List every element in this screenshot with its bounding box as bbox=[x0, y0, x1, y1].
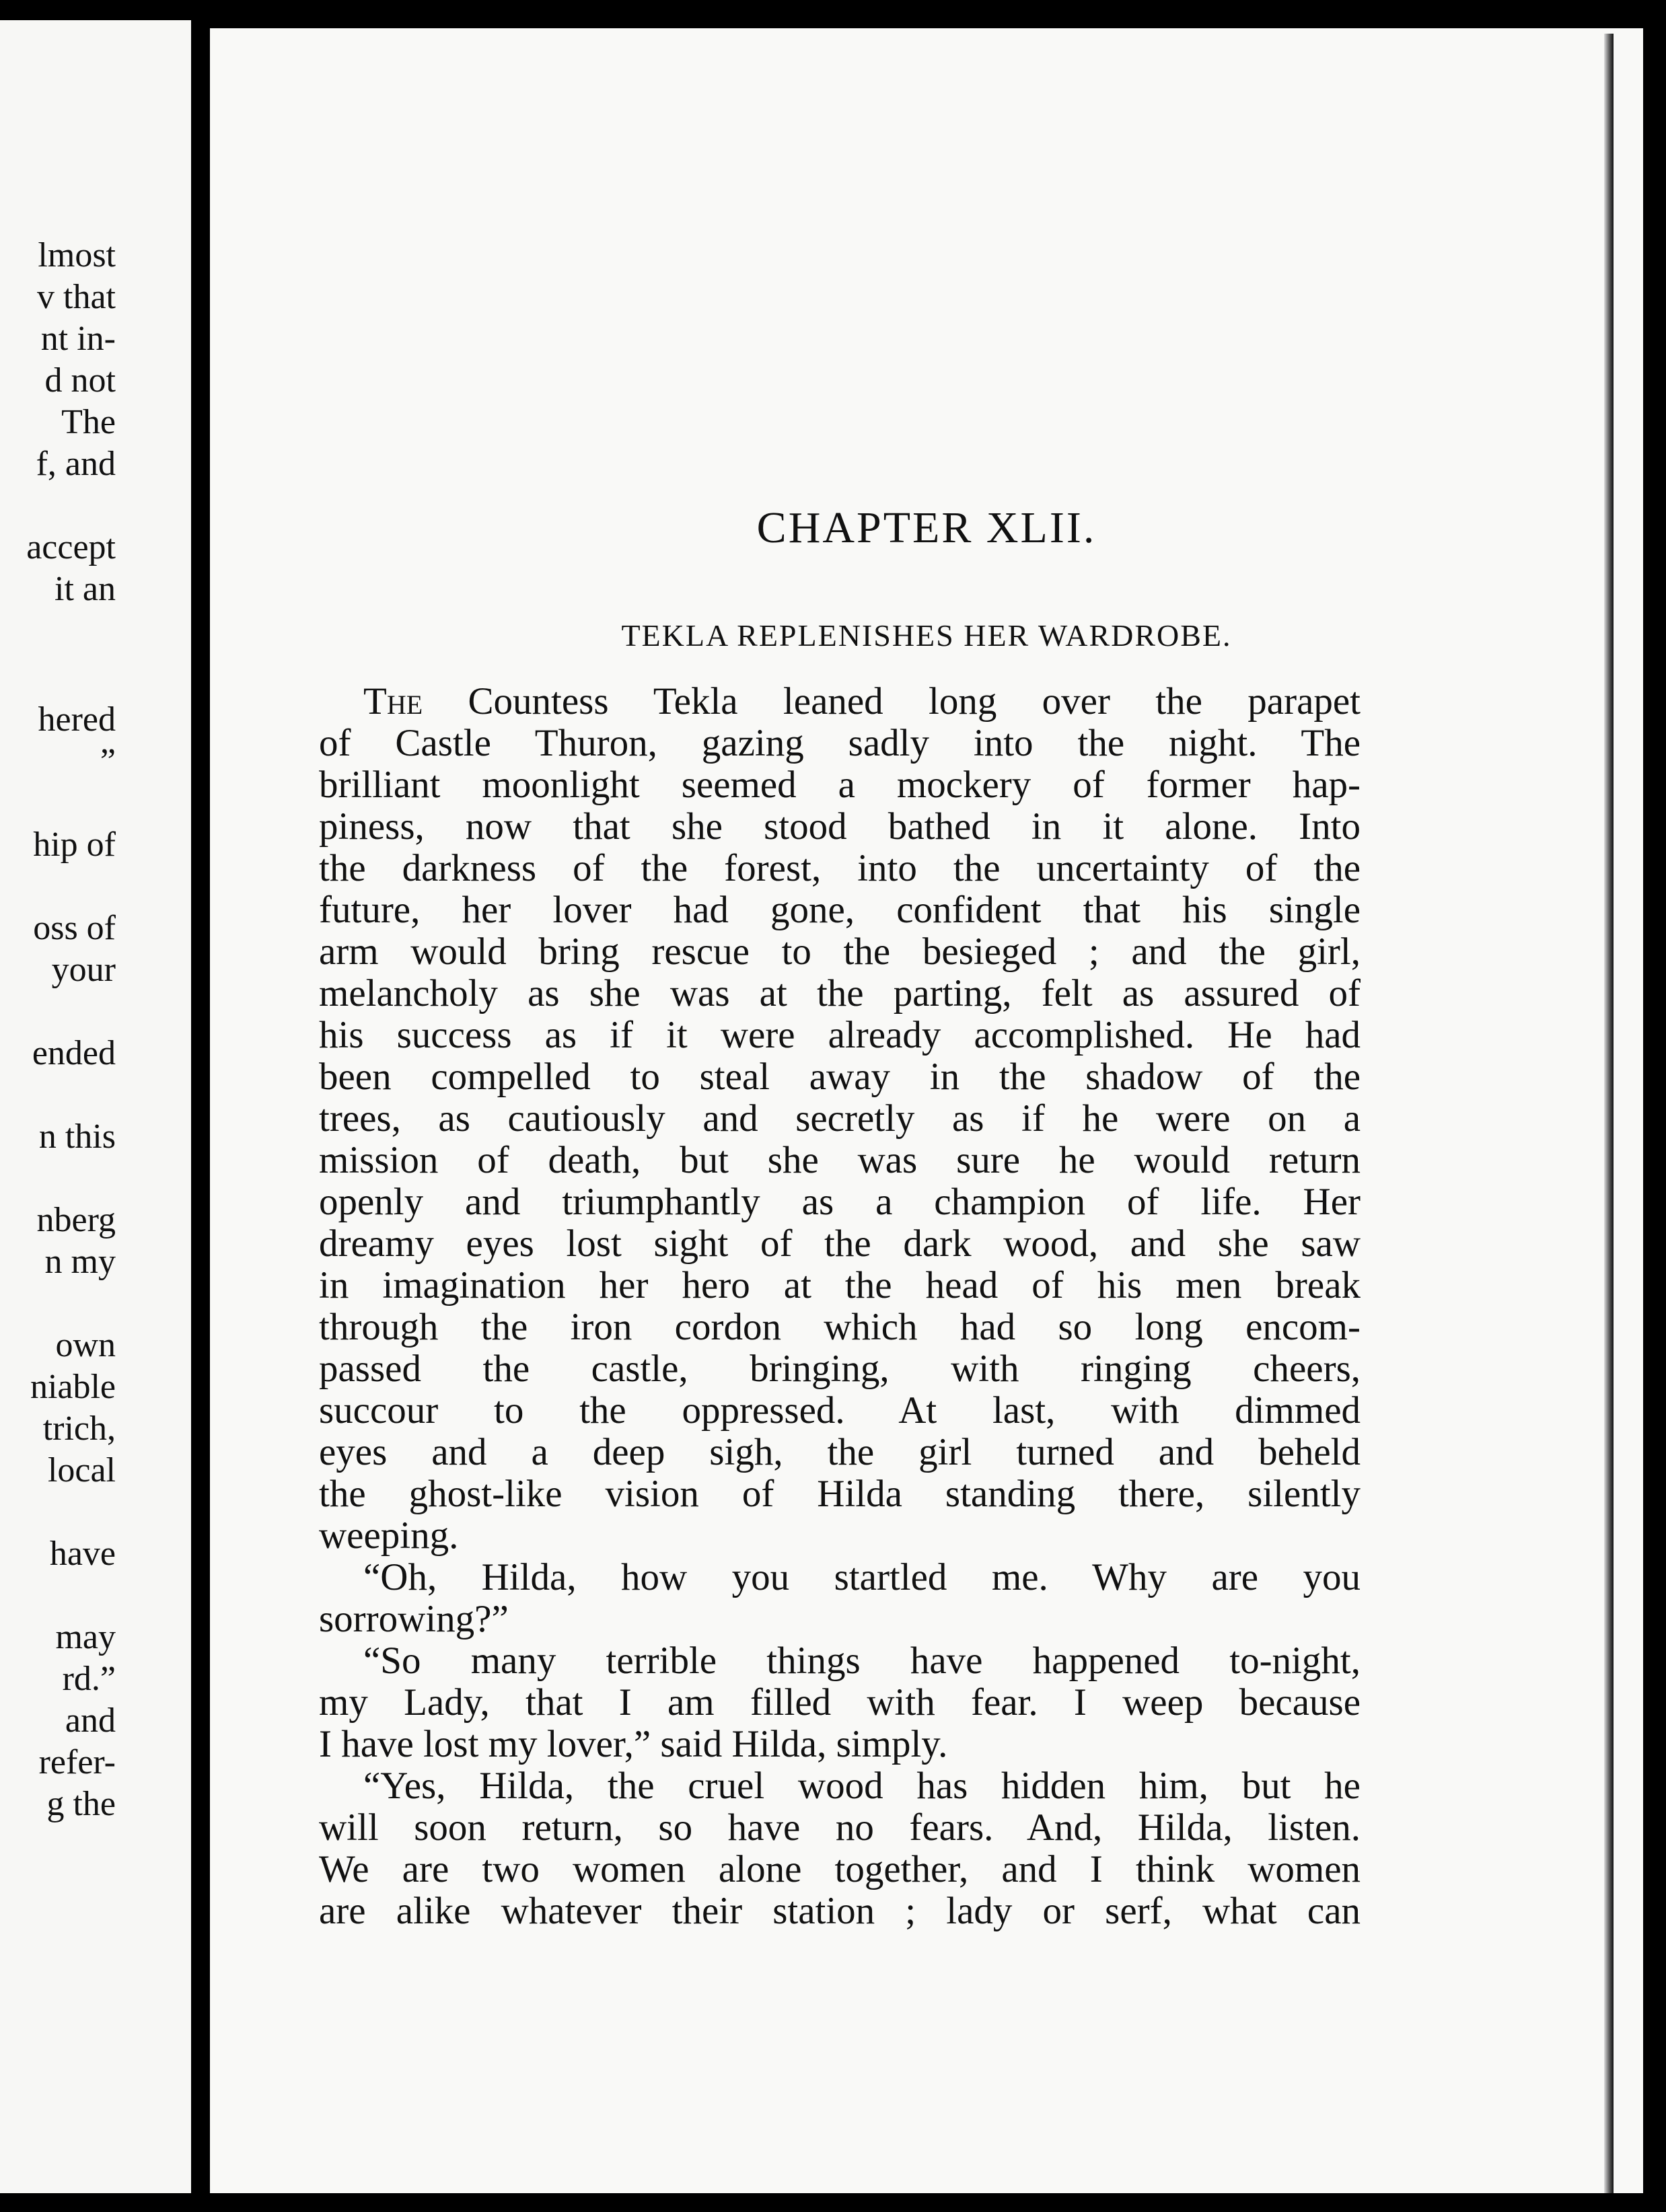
text-line: Countess Tekla leaned long over the parapet bbox=[468, 680, 1361, 723]
text-line: are alike whatever their station ; lady or serf, what can bbox=[319, 1890, 1361, 1932]
text-line: the ghost-like vision of Hilda standing there, silently bbox=[319, 1473, 1361, 1515]
left-line: niable bbox=[30, 1368, 116, 1406]
text-line: eyes and a deep sigh, the girl turned and beheld bbox=[319, 1431, 1361, 1473]
text-line: in imagination her hero at the head of his men break bbox=[319, 1264, 1361, 1306]
text-line: been compelled to steal away in the shadow of the bbox=[319, 1056, 1361, 1098]
left-line: g the bbox=[46, 1785, 116, 1823]
left-line: it an bbox=[55, 570, 116, 608]
left-line: ended bbox=[32, 1034, 116, 1072]
left-line: v that bbox=[37, 278, 116, 316]
left-line: nberg bbox=[36, 1201, 116, 1239]
left-line: d not bbox=[44, 361, 116, 400]
text-line: passed the castle, bringing, with ringing cheers, bbox=[319, 1348, 1361, 1390]
left-line: nt in- bbox=[40, 320, 116, 358]
text-line: through the iron cordon which had so long encom- bbox=[319, 1306, 1361, 1348]
text-line: the darkness of the forest, into the uncertainty of the bbox=[319, 847, 1361, 889]
text-line: of Castle Thuron, gazing sadly into the night. The bbox=[319, 722, 1361, 764]
opening-word: The bbox=[363, 680, 423, 723]
left-line: local bbox=[47, 1451, 116, 1489]
text-line: arm would bring rescue to the besieged ; and the girl, bbox=[319, 930, 1361, 973]
left-line: hered bbox=[38, 700, 116, 739]
left-line: rd.” bbox=[62, 1660, 116, 1698]
text-line: piness, now that she stood bathed in it alone. Into bbox=[319, 805, 1361, 848]
left-line: own bbox=[55, 1326, 116, 1364]
text-line: will soon return, so have no fears. And, Hilda, listen. bbox=[319, 1806, 1361, 1849]
chapter-subtitle: TEKLA REPLENISHES HER WARDROBE. bbox=[621, 618, 1232, 653]
left-line: f, and bbox=[36, 445, 116, 483]
text-line: mission of death, but she was sure he would return bbox=[319, 1139, 1361, 1181]
text-line: succour to the oppressed. At last, with dimmed bbox=[319, 1389, 1361, 1432]
left-line: accept bbox=[26, 528, 116, 566]
chapter-title: CHAPTER XLII. bbox=[756, 503, 1097, 552]
text-line: openly and triumphantly as a champion of life. Her bbox=[319, 1181, 1361, 1223]
left-line: may bbox=[55, 1618, 116, 1656]
left-line: ” bbox=[100, 742, 116, 780]
left-line: refer- bbox=[38, 1743, 116, 1781]
text-line: brilliant moonlight seemed a mockery of former hap- bbox=[319, 764, 1361, 806]
text-line: We are two women alone together, and I think women bbox=[319, 1848, 1361, 1890]
text-line: dreamy eyes lost sight of the dark wood, and she saw bbox=[319, 1222, 1361, 1265]
text-line-first bbox=[319, 681, 1361, 723]
text-line: weeping. bbox=[319, 1514, 459, 1557]
left-line: and bbox=[65, 1701, 116, 1740]
left-line: have bbox=[49, 1535, 116, 1573]
text-line: future, her lover had gone, confident that his single bbox=[319, 889, 1361, 931]
text-line: my Lady, that I am filled with fear. I weep because bbox=[319, 1681, 1361, 1724]
text-line: melancholy as she was at the parting, felt as assured of bbox=[319, 972, 1361, 1015]
left-line: your bbox=[51, 951, 116, 989]
page-edge-shadow bbox=[1604, 34, 1614, 2193]
text-line: sorrowing?” bbox=[319, 1598, 509, 1640]
text-line: trees, as cautiously and secretly as if he were on a bbox=[319, 1097, 1361, 1140]
text-line: “So many terrible things have happened to-night, bbox=[363, 1639, 1361, 1682]
left-page bbox=[0, 20, 191, 2193]
text-line: “Oh, Hilda, how you startled me. Why are you bbox=[363, 1556, 1361, 1598]
left-line: lmost bbox=[38, 236, 116, 274]
text-line: I have lost my lover,” said Hilda, simply. bbox=[319, 1723, 948, 1765]
left-line: oss of bbox=[33, 909, 116, 947]
left-line: n my bbox=[44, 1243, 116, 1281]
text-line: his success as if it were already accomplished. He had bbox=[319, 1014, 1361, 1056]
left-line: trich, bbox=[42, 1409, 116, 1448]
left-line: hip of bbox=[33, 825, 116, 864]
left-line: The bbox=[61, 403, 116, 441]
text-line: “Yes, Hilda, the cruel wood has hidden him, but he bbox=[363, 1765, 1361, 1807]
left-line: n this bbox=[38, 1117, 116, 1156]
book-page bbox=[210, 28, 1643, 2193]
